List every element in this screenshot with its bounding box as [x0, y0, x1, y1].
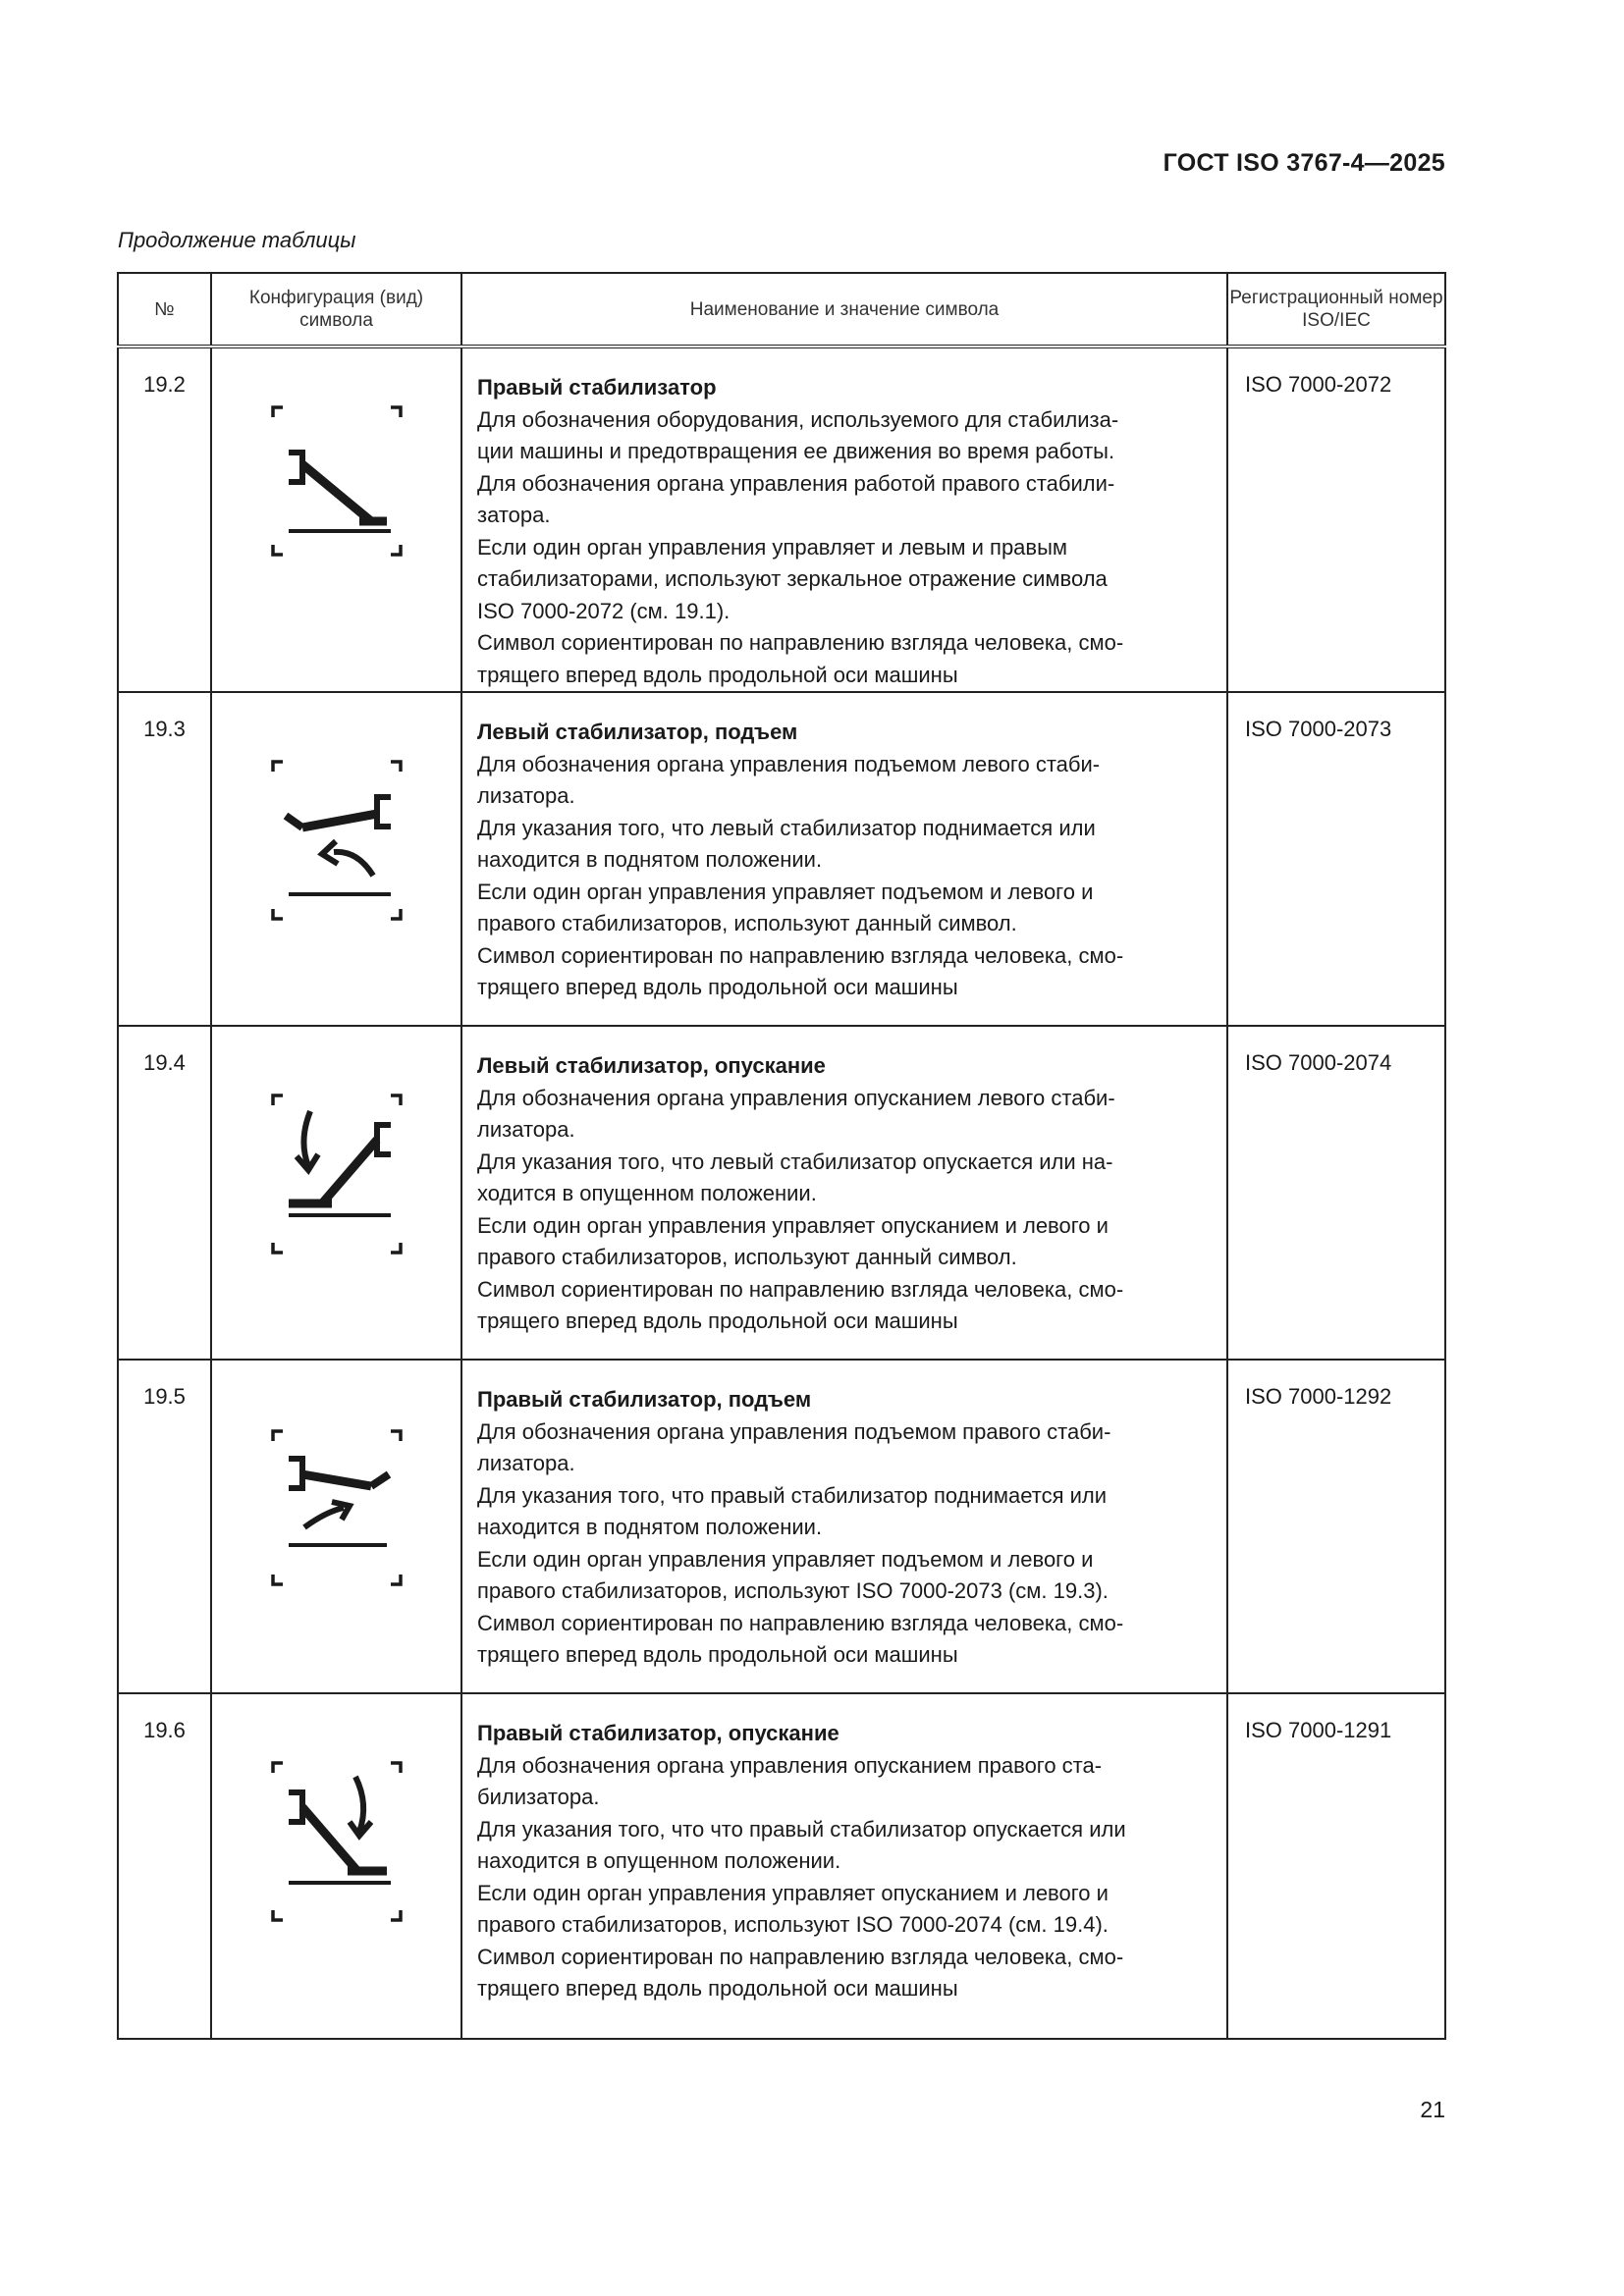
description-line: стабилизаторами, используют зеркальное отражение символа [477, 566, 1108, 591]
column-header-registration: Регистрационный номер ISO/IEC [1227, 273, 1445, 347]
description-line: трящего вперед вдоль продольной оси машины [477, 1976, 958, 2001]
description-line: ции машины и предотвращения ее движения во время работы. [477, 439, 1115, 463]
description-line: трящего вперед вдоль продольной оси машины [477, 662, 958, 687]
column-header-symbol: Конфигурация (вид) символа [211, 273, 461, 347]
document-standard-header: ГОСТ ISO 3767-4—2025 [1163, 149, 1445, 177]
table-row [118, 1026, 1445, 1360]
right-stabilizer-icon [234, 368, 440, 604]
symbol-description [461, 347, 1227, 692]
description-line: правого стабилизаторов, используют ISO 7000-2074 (см. 19.4). [477, 1912, 1109, 1937]
description-line: Для обозначения оборудования, используемого для стабилиза- [477, 406, 1119, 432]
description-line: Для обозначения органа управления подъемом левого стаби- [477, 751, 1101, 776]
row-number: 19.4 [118, 1026, 211, 1360]
symbol-cell [211, 1693, 461, 2039]
right-stabilizer-raise-icon [234, 1380, 440, 1616]
description-line: правого стабилизаторов, используют ISO 7000-2073 (см. 19.3). [477, 1578, 1109, 1603]
column-header-name: Наименование и значение символа [461, 273, 1227, 347]
description-line: трящего вперед вдоль продольной оси машины [477, 975, 958, 999]
registration-number: ISO 7000-2073 [1227, 692, 1445, 1026]
symbol-title: Правый стабилизатор, опускание [477, 1721, 839, 1745]
description-line: Для указания того, что правый стабилизатор поднимается или [477, 1482, 1108, 1508]
description-line: находится в поднятом положении. [477, 1515, 823, 1539]
description-line: Символ сориентирован по направлению взгляда человека, смо- [477, 942, 1124, 968]
description-line: лизатора. [477, 1451, 575, 1475]
description-line: трящего вперед вдоль продольной оси машины [477, 1642, 958, 1667]
symbol-description [461, 692, 1227, 1026]
table-row [118, 1360, 1445, 1693]
symbols-table [117, 272, 1446, 2040]
registration-number: ISO 7000-1291 [1227, 1693, 1445, 2039]
description-line: затора. [477, 503, 551, 527]
description-line: Символ сориентирован по направлению взгляда человека, смо- [477, 630, 1124, 655]
registration-number: ISO 7000-1292 [1227, 1360, 1445, 1693]
symbol-cell [211, 1026, 461, 1360]
registration-number: ISO 7000-2074 [1227, 1026, 1445, 1360]
description-line: Символ сориентирован по направлению взгляда человека, смо- [477, 1276, 1124, 1302]
description-line: Для обозначения органа управления опусканием правого ста- [477, 1752, 1103, 1778]
description-line: лизатора. [477, 1117, 575, 1142]
description-line: Для обозначения органа управления подъемом правого стаби- [477, 1418, 1111, 1444]
description-line: Если один орган управления управляет и левым и правым [477, 534, 1068, 560]
registration-number: ISO 7000-2072 [1227, 347, 1445, 692]
row-number: 19.6 [118, 1693, 211, 2039]
symbol-description [461, 1026, 1227, 1360]
symbol-cell [211, 1360, 461, 1693]
description-line: Если один орган управления управляет подъемом и левого и [477, 879, 1094, 904]
description-line: находится в опущенном положении. [477, 1848, 841, 1873]
page-number: 21 [1420, 2097, 1445, 2122]
description-line: Символ сориентирован по направлению взгляда человека, смо- [477, 1944, 1124, 1969]
table-row [118, 347, 1445, 692]
symbol-title: Правый стабилизатор, подъем [477, 1387, 812, 1412]
description-line: Для указания того, что левый стабилизатор опускается или на- [477, 1148, 1113, 1174]
row-number: 19.5 [118, 1360, 211, 1693]
table-header-row [118, 273, 1445, 347]
column-header-number: № [118, 273, 211, 347]
right-stabilizer-lower-icon [234, 1714, 440, 1949]
description-line: трящего вперед вдоль продольной оси машины [477, 1308, 958, 1333]
description-line: Для указания того, что что правый стабилизатор опускается или [477, 1816, 1126, 1842]
description-line: Если один орган управления управляет подъемом и левого и [477, 1546, 1094, 1572]
table-row [118, 692, 1445, 1026]
symbol-title: Левый стабилизатор, опускание [477, 1053, 826, 1078]
description-line: правого стабилизаторов, используют данный символ. [477, 1245, 1017, 1269]
symbol-cell [211, 347, 461, 692]
description-line: Если один орган управления управляет опусканием и левого и [477, 1880, 1109, 1905]
row-number: 19.3 [118, 692, 211, 1026]
symbol-cell [211, 692, 461, 1026]
description-line: Для обозначения органа управления работой правого стабили- [477, 470, 1115, 496]
table-continuation-caption: Продолжение таблицы [118, 228, 356, 252]
symbol-title: Правый стабилизатор [477, 375, 717, 400]
description-line: Если один орган управления управляет опусканием и левого и [477, 1212, 1109, 1238]
description-line: ISO 7000-2072 (см. 19.1). [477, 598, 731, 623]
description-line: Для обозначения органа управления опусканием левого стаби- [477, 1085, 1115, 1110]
left-stabilizer-raise-icon [234, 713, 440, 948]
description-line: лизатора. [477, 783, 575, 808]
symbol-description [461, 1360, 1227, 1693]
description-line: ходится в опущенном положении. [477, 1181, 817, 1205]
left-stabilizer-lower-icon [234, 1046, 440, 1282]
description-line: билизатора. [477, 1785, 600, 1809]
row-number: 19.2 [118, 347, 211, 692]
symbol-description [461, 1693, 1227, 2039]
description-line: правого стабилизаторов, используют данный символ. [477, 911, 1017, 935]
description-line: Для указания того, что левый стабилизатор поднимается или [477, 815, 1096, 840]
symbol-title: Левый стабилизатор, подъем [477, 720, 798, 744]
description-line: находится в поднятом положении. [477, 847, 823, 872]
table-row [118, 1693, 1445, 2039]
description-line: Символ сориентирован по направлению взгляда человека, смо- [477, 1610, 1124, 1635]
